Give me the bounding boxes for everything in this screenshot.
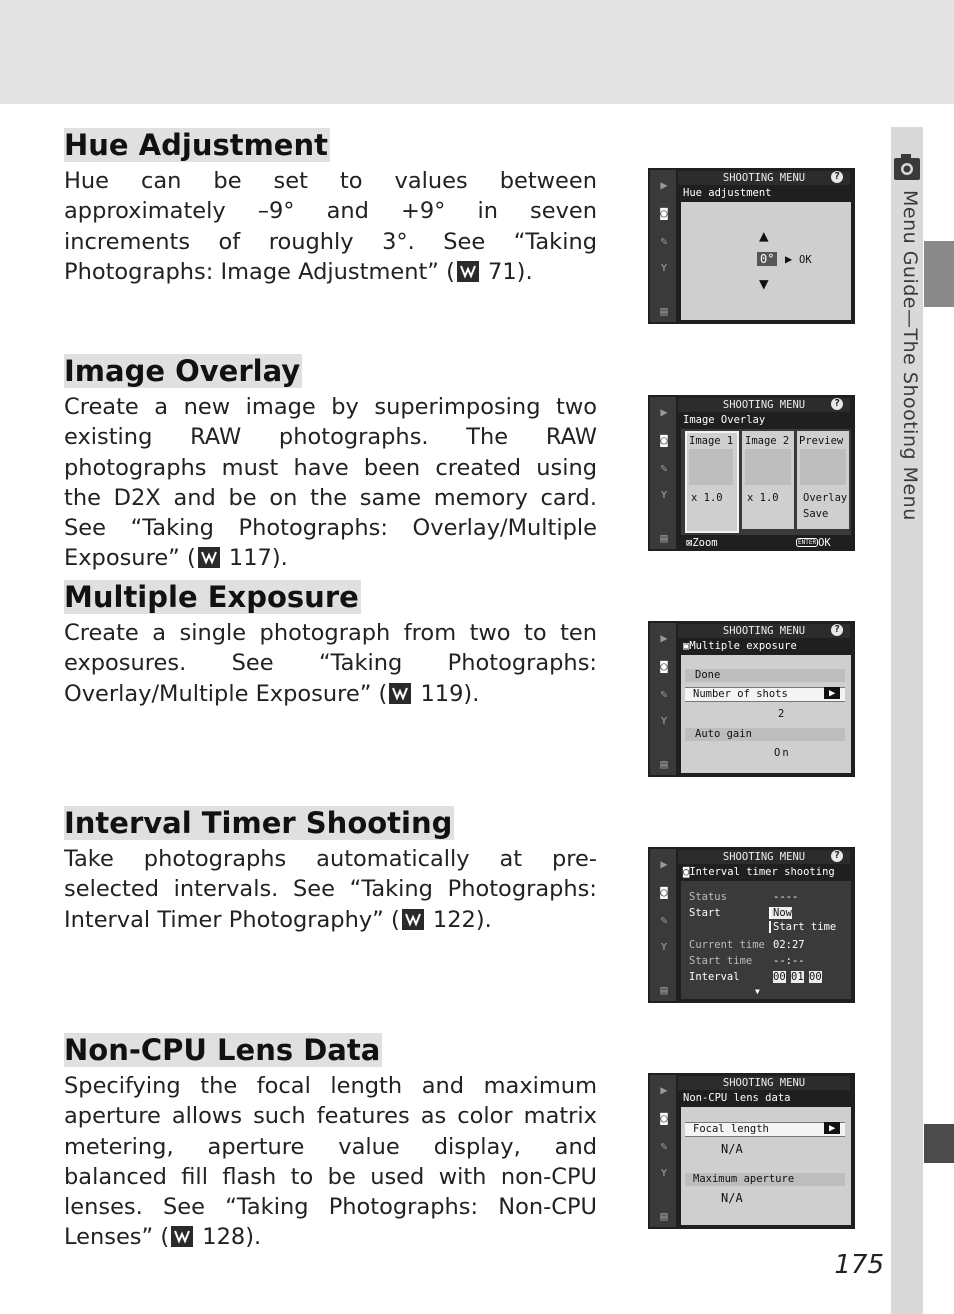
menu-tab-column: [650, 397, 676, 549]
section-multiple-exposure: [64, 580, 597, 709]
done-option: Done: [695, 669, 721, 681]
page-reference-icon: [457, 261, 479, 282]
help-icon: ?: [831, 624, 843, 636]
screen-panel: [681, 655, 851, 773]
camera-icon: ◙: [660, 433, 668, 447]
number-of-shots-label: Number of shots: [693, 688, 788, 700]
section-interval-timer: [64, 806, 597, 935]
auto-gain-label: Auto gain: [695, 728, 752, 740]
right-arrow-icon: ▶: [785, 252, 793, 266]
auto-gain-value: On: [774, 747, 791, 759]
pencil-icon: ✎: [660, 913, 668, 927]
screen-subtitle: Image Overlay: [683, 414, 766, 426]
page-reference-icon: [198, 547, 220, 568]
playback-icon: ▶: [660, 631, 668, 645]
section-heading: Multiple Exposure: [64, 580, 359, 614]
camera-screen-noncpu: [648, 1073, 855, 1229]
playback-icon: ▶: [660, 405, 668, 419]
body-text: Create a single photograph from two to ten exposures. See “Taking Photographs: Overlay/Multiple Exposure” (: [64, 620, 597, 707]
screen-subtitle: ▣Multiple exposure: [683, 640, 797, 652]
menu-title: SHOOTING MENU: [678, 171, 850, 185]
section-heading: Image Overlay: [64, 354, 301, 388]
screen-panel: [681, 429, 851, 535]
thumb-index-mark: [924, 1124, 954, 1163]
zoom-hint: ⊠Zoom: [686, 537, 718, 549]
wrench-icon: ʏ: [660, 939, 668, 953]
recent-settings-icon: ▤: [660, 1209, 668, 1223]
camera-screen-interval: [648, 847, 855, 1003]
menu-tab-column: [650, 1075, 676, 1227]
thumb-index-mark: [924, 241, 954, 307]
section-hue-adjustment: [64, 128, 597, 287]
focal-length-label: Focal length: [693, 1123, 769, 1135]
interval-hours: 00: [773, 971, 786, 983]
body-text: Hue can be set to values between approximately –9° and +9° in seven increments of roughly 3°. See “Taking Photographs: Image Adjustment” (: [64, 168, 597, 285]
page-number: 175: [834, 1250, 884, 1280]
body-text: 71).: [480, 258, 533, 285]
section-heading: Interval Timer Shooting: [64, 806, 453, 840]
max-aperture-value: N/A: [721, 1191, 743, 1205]
section-heading: Non-CPU Lens Data: [64, 1033, 381, 1067]
camera-screen-hue: [648, 168, 855, 324]
image-1-gain: x 1.0: [691, 492, 723, 504]
screen-panel: [681, 1107, 851, 1225]
enter-arrow-icon: ▶: [824, 1122, 840, 1134]
pencil-icon: ✎: [660, 1139, 668, 1153]
camera-icon: ◙: [660, 1111, 668, 1125]
wrench-icon: ʏ: [660, 713, 668, 727]
start-label: Start: [689, 907, 721, 919]
image-2-gain: x 1.0: [747, 492, 779, 504]
pencil-icon: ✎: [660, 461, 668, 475]
number-of-shots-value: 2: [778, 708, 785, 720]
wrench-icon: ʏ: [660, 1165, 668, 1179]
focal-length-value: N/A: [721, 1142, 743, 1156]
menu-title: SHOOTING MENU: [678, 398, 850, 412]
menu-title: SHOOTING MENU: [678, 624, 850, 638]
side-tab-label: Menu Guide—The Shooting Menu: [899, 190, 921, 521]
camera-screen-multiple: [648, 621, 855, 777]
playback-icon: ▶: [660, 1083, 668, 1097]
enter-arrow-icon: ▶: [824, 687, 840, 699]
section-image-overlay: [64, 354, 597, 574]
camera-icon: ◙: [660, 659, 668, 673]
pencil-icon: ✎: [660, 234, 668, 248]
section-heading: Hue Adjustment: [64, 128, 328, 162]
section-body: [64, 618, 597, 709]
start-time-value: --:--: [773, 955, 805, 967]
menu-tab-column: [650, 849, 676, 1001]
section-body: [64, 392, 597, 574]
image-1-thumb: [689, 449, 733, 485]
recent-settings-icon: ▤: [660, 983, 668, 997]
menu-tab-column: [650, 170, 676, 322]
recent-settings-icon: ▤: [660, 757, 668, 771]
ok-hint: [796, 537, 831, 549]
camera-icon: [893, 152, 921, 182]
subtitle-text: Interval timer shooting: [689, 866, 835, 878]
screen-subtitle: Hue adjustment: [683, 187, 772, 199]
interval-minutes: 01: [791, 971, 804, 983]
section-body: [64, 166, 597, 287]
save-option: Save: [803, 508, 829, 520]
ok-label: OK: [799, 254, 812, 266]
pencil-icon: ✎: [660, 687, 668, 701]
down-arrow-icon: ▼: [759, 274, 769, 293]
status-label: Status: [689, 891, 727, 903]
recent-settings-icon: ▤: [660, 304, 668, 318]
ok-label: OK: [818, 537, 831, 549]
hue-value: 0°: [757, 252, 777, 266]
body-text: 128).: [195, 1224, 262, 1251]
zoom-label: Zoom: [692, 537, 718, 549]
camera-icon: ◙: [660, 206, 668, 220]
page-reference-icon: [402, 909, 424, 930]
section-body: [64, 1071, 597, 1253]
current-time-label: Current time: [689, 939, 765, 951]
body-text: Create a new image by superimposing two existing RAW photographs. The RAW photographs must have been created using the D2X and be on the same memory card. See “Taking Photographs: Overlay/Multiple Exposure” (: [64, 394, 597, 572]
body-text: Take photographs automatically at pre-selected intervals. See “Taking Photographs: Interval Timer Photography” (: [64, 846, 597, 933]
max-aperture-label: Maximum aperture: [693, 1173, 795, 1185]
playback-icon: ▶: [660, 857, 668, 871]
screen-panel: [681, 202, 851, 320]
status-value: ----: [773, 891, 799, 903]
body-text: 122).: [425, 906, 492, 933]
up-arrow-icon: ▲: [759, 226, 769, 245]
section-body: [64, 844, 597, 935]
screen-subtitle: Non-CPU lens data: [683, 1092, 791, 1104]
section-non-cpu-lens: [64, 1033, 597, 1253]
image-1-label: Image 1: [689, 435, 734, 447]
help-icon: ?: [831, 171, 843, 183]
screen-panel: [681, 881, 851, 999]
wrench-icon: ʏ: [660, 487, 668, 501]
start-time-option: Start time: [769, 921, 836, 933]
start-time-label: Start time: [689, 955, 753, 967]
help-icon: ?: [831, 398, 843, 410]
menu-title: SHOOTING MENU: [678, 1076, 850, 1090]
body-text: Specifying the focal length and maximum aperture allows such features as color matrix metering, aperture value display, and balanced fill flash to be used with non-CPU lenses. See “Taking Photographs: Non-CPU Lenses” (: [64, 1073, 597, 1251]
recent-settings-icon: ▤: [660, 531, 668, 545]
screen-subtitle: ◙Interval timer shooting: [683, 866, 835, 878]
preview-label: Preview: [799, 435, 844, 447]
enter-icon: ENTER: [798, 539, 817, 546]
subtitle-text: Multiple exposure: [689, 640, 797, 652]
interval-label: Interval: [689, 971, 740, 983]
image-2-thumb: [745, 449, 791, 485]
camera-icon: ◙: [660, 885, 668, 899]
camera-screen-overlay: [648, 395, 855, 551]
current-time-value: 02:27: [773, 939, 805, 951]
scroll-down-icon: ▼: [755, 987, 760, 996]
overlay-option: Overlay: [803, 492, 848, 504]
top-band: [0, 0, 954, 104]
body-text: 119).: [413, 680, 480, 707]
menu-title: SHOOTING MENU: [678, 850, 850, 864]
interval-seconds: 00: [809, 971, 822, 983]
image-2-label: Image 2: [745, 435, 790, 447]
help-icon: ?: [831, 850, 843, 862]
page-reference-icon: [171, 1226, 193, 1247]
wrench-icon: ʏ: [660, 260, 668, 274]
page-reference-icon: [389, 683, 411, 704]
preview-thumb: [800, 449, 846, 485]
start-now-option: Now: [769, 907, 792, 919]
body-text: 117).: [221, 545, 288, 572]
menu-tab-column: [650, 623, 676, 775]
playback-icon: ▶: [660, 178, 668, 192]
